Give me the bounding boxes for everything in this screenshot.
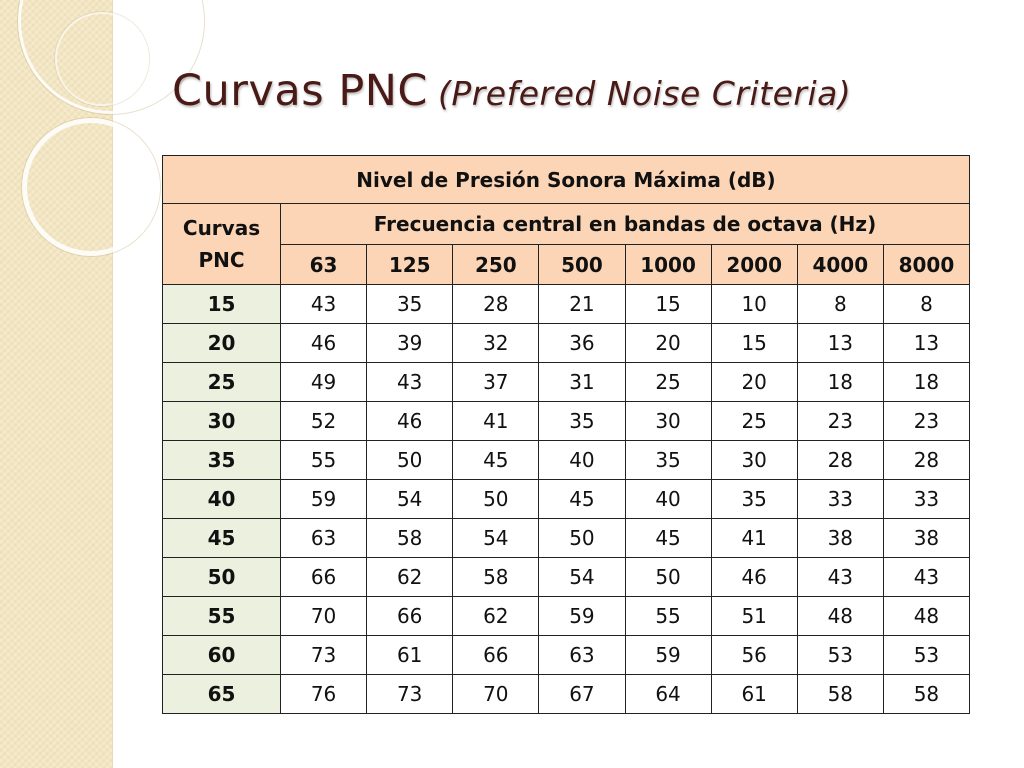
slide-subtitle: (Prefered Noise Criteria)	[437, 74, 852, 113]
spl-value-cell: 20	[625, 324, 711, 363]
spl-value-cell: 18	[883, 363, 969, 402]
spl-value-cell: 54	[539, 558, 625, 597]
spl-value-cell: 73	[367, 675, 453, 714]
spl-value-cell: 43	[797, 558, 883, 597]
spl-value-cell: 35	[625, 441, 711, 480]
band-header: 1000	[625, 245, 711, 285]
spl-value-cell: 66	[281, 558, 367, 597]
curves-header-line2: PNC	[198, 248, 245, 272]
spl-value-cell: 62	[453, 597, 539, 636]
table-row	[163, 636, 970, 675]
table-row	[163, 480, 970, 519]
spl-value-cell: 35	[539, 402, 625, 441]
spl-value-cell: 59	[539, 597, 625, 636]
table-row	[163, 675, 970, 714]
slide-title	[172, 66, 851, 116]
curve-value-cell: 25	[163, 363, 281, 402]
curve-value-cell: 30	[163, 402, 281, 441]
spl-value-cell: 59	[625, 636, 711, 675]
spl-value-cell: 36	[539, 324, 625, 363]
spl-value-cell: 33	[797, 480, 883, 519]
curve-value-cell: 35	[163, 441, 281, 480]
spl-value-cell: 41	[453, 402, 539, 441]
spl-value-cell: 28	[453, 285, 539, 324]
spl-value-cell: 30	[711, 441, 797, 480]
spl-value-cell: 35	[367, 285, 453, 324]
spl-value-cell: 50	[625, 558, 711, 597]
spl-value-cell: 63	[539, 636, 625, 675]
spl-value-cell: 48	[883, 597, 969, 636]
spl-value-cell: 13	[797, 324, 883, 363]
spl-value-cell: 62	[367, 558, 453, 597]
spl-value-cell: 54	[367, 480, 453, 519]
band-header: 250	[453, 245, 539, 285]
spl-value-cell: 45	[453, 441, 539, 480]
spl-value-cell: 55	[281, 441, 367, 480]
spl-value-cell: 21	[539, 285, 625, 324]
spl-value-cell: 43	[883, 558, 969, 597]
spl-value-cell: 20	[711, 363, 797, 402]
spl-value-cell: 40	[625, 480, 711, 519]
table-main-header: Nivel de Presión Sonora Máxima (dB)	[163, 156, 970, 204]
spl-value-cell: 56	[711, 636, 797, 675]
spl-value-cell: 58	[883, 675, 969, 714]
spl-value-cell: 28	[797, 441, 883, 480]
spl-value-cell: 8	[883, 285, 969, 324]
spl-value-cell: 59	[281, 480, 367, 519]
table-row	[163, 363, 970, 402]
spl-value-cell: 46	[367, 402, 453, 441]
spl-value-cell: 31	[539, 363, 625, 402]
table-row	[163, 402, 970, 441]
slide-title-main: Curvas PNC	[172, 66, 428, 116]
spl-value-cell: 45	[539, 480, 625, 519]
spl-value-cell: 54	[453, 519, 539, 558]
spl-value-cell: 64	[625, 675, 711, 714]
decorative-ring	[22, 118, 160, 256]
pnc-table	[162, 155, 970, 714]
curve-value-cell: 60	[163, 636, 281, 675]
spl-value-cell: 23	[883, 402, 969, 441]
spl-value-cell: 70	[281, 597, 367, 636]
spl-value-cell: 38	[883, 519, 969, 558]
spl-value-cell: 38	[797, 519, 883, 558]
table-row	[163, 519, 970, 558]
spl-value-cell: 50	[453, 480, 539, 519]
spl-value-cell: 25	[625, 363, 711, 402]
spl-value-cell: 61	[711, 675, 797, 714]
spl-value-cell: 33	[883, 480, 969, 519]
band-header: 2000	[711, 245, 797, 285]
curve-value-cell: 50	[163, 558, 281, 597]
spl-value-cell: 66	[367, 597, 453, 636]
spl-value-cell: 37	[453, 363, 539, 402]
table-row	[163, 558, 970, 597]
spl-value-cell: 48	[797, 597, 883, 636]
spl-value-cell: 39	[367, 324, 453, 363]
spl-value-cell: 51	[711, 597, 797, 636]
spl-value-cell: 43	[367, 363, 453, 402]
spl-value-cell: 52	[281, 402, 367, 441]
spl-value-cell: 18	[797, 363, 883, 402]
decorative-ring	[55, 12, 149, 106]
spl-value-cell: 63	[281, 519, 367, 558]
curve-value-cell: 15	[163, 285, 281, 324]
curve-value-cell: 55	[163, 597, 281, 636]
decorative-side-band	[0, 0, 113, 768]
spl-value-cell: 50	[367, 441, 453, 480]
curve-value-cell: 20	[163, 324, 281, 363]
curves-header-line1: Curvas	[182, 216, 261, 240]
spl-value-cell: 10	[711, 285, 797, 324]
spl-value-cell: 43	[281, 285, 367, 324]
band-header: 8000	[883, 245, 969, 285]
spl-value-cell: 49	[281, 363, 367, 402]
spl-value-cell: 35	[711, 480, 797, 519]
spl-value-cell: 53	[797, 636, 883, 675]
spl-value-cell: 55	[625, 597, 711, 636]
spl-value-cell: 46	[711, 558, 797, 597]
table-row	[163, 285, 970, 324]
spl-value-cell: 13	[883, 324, 969, 363]
curve-value-cell: 40	[163, 480, 281, 519]
spl-value-cell: 73	[281, 636, 367, 675]
spl-value-cell: 67	[539, 675, 625, 714]
spl-value-cell: 8	[797, 285, 883, 324]
spl-value-cell: 15	[711, 324, 797, 363]
frequency-header: Frecuencia central en bandas de octava (Hz)	[281, 204, 970, 245]
spl-value-cell: 53	[883, 636, 969, 675]
spl-value-cell: 45	[625, 519, 711, 558]
spl-value-cell: 25	[711, 402, 797, 441]
table-row	[163, 597, 970, 636]
spl-value-cell: 61	[367, 636, 453, 675]
spl-value-cell: 58	[797, 675, 883, 714]
table-row	[163, 441, 970, 480]
band-header: 125	[367, 245, 453, 285]
spl-value-cell: 58	[367, 519, 453, 558]
spl-value-cell: 15	[625, 285, 711, 324]
spl-value-cell: 70	[453, 675, 539, 714]
band-header: 63	[281, 245, 367, 285]
curves-pnc-header	[163, 204, 281, 285]
spl-value-cell: 76	[281, 675, 367, 714]
pnc-table-body	[163, 285, 970, 714]
table-row	[163, 324, 970, 363]
spl-value-cell: 28	[883, 441, 969, 480]
spl-value-cell: 46	[281, 324, 367, 363]
band-header: 500	[539, 245, 625, 285]
spl-value-cell: 58	[453, 558, 539, 597]
band-header: 4000	[797, 245, 883, 285]
spl-value-cell: 41	[711, 519, 797, 558]
spl-value-cell: 30	[625, 402, 711, 441]
spl-value-cell: 32	[453, 324, 539, 363]
spl-value-cell: 50	[539, 519, 625, 558]
spl-value-cell: 40	[539, 441, 625, 480]
spl-value-cell: 23	[797, 402, 883, 441]
curve-value-cell: 45	[163, 519, 281, 558]
curve-value-cell: 65	[163, 675, 281, 714]
spl-value-cell: 66	[453, 636, 539, 675]
